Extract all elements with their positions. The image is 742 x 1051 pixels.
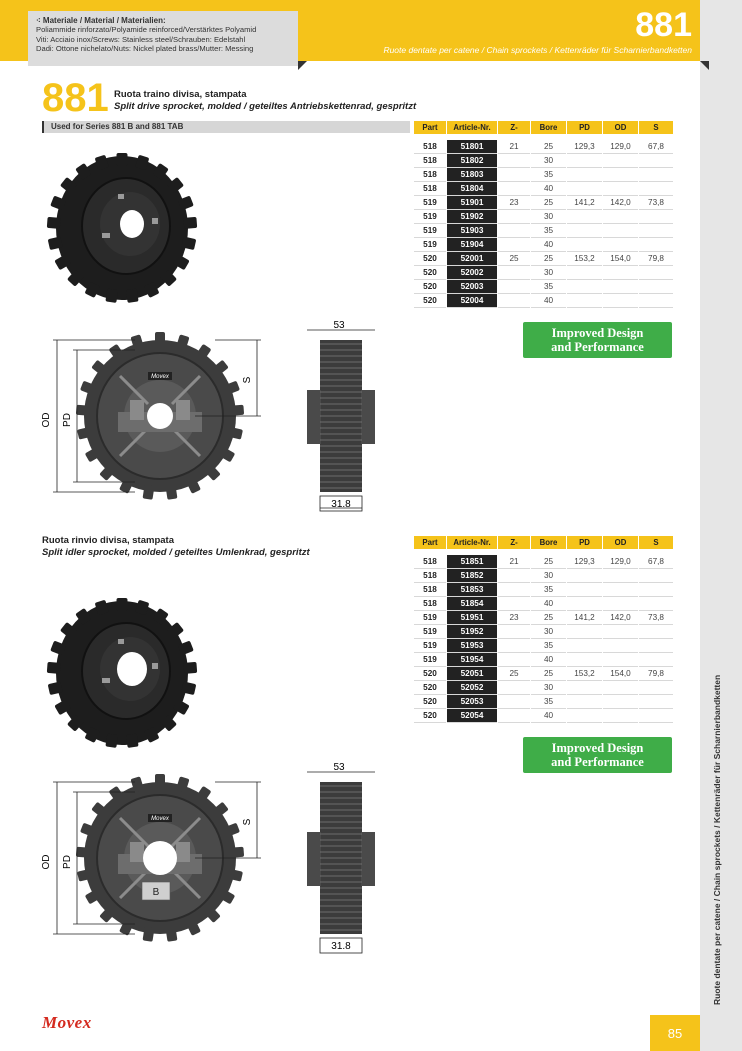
col-header: Z- [498,121,530,134]
table-cell [603,182,638,196]
table-row [414,280,673,294]
table-cell: 51952 [447,625,497,639]
table-cell [498,210,530,224]
table-cell: 23 [498,196,530,210]
table-cell: 51903 [447,224,497,238]
table-cell: 518 [414,182,446,196]
table-cell [567,168,602,182]
table-cell [498,625,530,639]
table-cell: 51851 [447,555,497,569]
table-cell: 52054 [447,709,497,723]
table-cell [498,569,530,583]
table-cell: 25 [531,555,566,569]
dots-icon: ⁖ [36,16,43,25]
table-cell [603,210,638,224]
table-row [414,168,673,182]
header-subtitle: Ruote dentate per catene / Chain sprockets / Kettenräder für Scharnierbandketten [383,45,692,55]
table-row [414,667,673,681]
b-label: B [152,887,160,898]
table-cell: 142,0 [603,611,638,625]
table-cell: 52002 [447,266,497,280]
table-cell: 35 [531,695,566,709]
table-cell [567,210,602,224]
table-cell: 519 [414,611,446,625]
table-cell: 520 [414,695,446,709]
table-cell [639,681,673,695]
table-cell: 25 [531,196,566,210]
table-row [414,611,673,625]
table-cell [567,266,602,280]
hub-logo-text: Movex [151,816,169,822]
table-cell: 520 [414,709,446,723]
table-cell [567,625,602,639]
table-cell [603,639,638,653]
hub-dim: 31.8 [331,499,351,510]
table-cell [603,597,638,611]
section-title-en: Split idler sprocket, molded / geteiltes Umlenkrad, gespritzt [42,547,310,558]
table-cell: 518 [414,569,446,583]
table-cell: 25 [531,252,566,266]
corner-mark [700,61,709,70]
table-cell [567,695,602,709]
table-cell [498,583,530,597]
table-cell [567,182,602,196]
spec-table-idler [413,536,674,723]
improved-design-badge: Improved Design and Performance [523,737,672,773]
bar-marker [42,121,44,133]
table-cell: 30 [531,266,566,280]
table-cell [603,154,638,168]
table-cell: 79,8 [639,252,673,266]
materials-line: Viti: Acciaio inox/Screws: Stainless steel/Schrauben: Edelstahl [36,34,246,44]
table-cell [567,154,602,168]
table-cell [639,695,673,709]
table-cell [639,168,673,182]
table-cell: 141,2 [567,611,602,625]
table-cell [498,224,530,238]
materials-title: ⁖ Materiale / Material / Materialien: [36,16,166,25]
table-cell [498,653,530,667]
table-cell: 520 [414,266,446,280]
table-cell: 40 [531,182,566,196]
table-cell [603,653,638,667]
table-cell: 51854 [447,597,497,611]
page-number: 85 [650,1015,700,1051]
table-cell: 51803 [447,168,497,182]
od-label: OD [41,412,52,428]
idler-sprocket-drawing [35,762,415,962]
side-view [307,320,375,511]
table-cell: 67,8 [639,140,673,154]
table-cell [567,639,602,653]
table-row [414,210,673,224]
table-cell [567,280,602,294]
table-cell [639,597,673,611]
table-cell: 35 [531,583,566,597]
table-cell: 520 [414,280,446,294]
table-cell: 153,2 [567,667,602,681]
table-cell [498,182,530,196]
table-cell: 25 [498,252,530,266]
table-cell: 129,3 [567,555,602,569]
corner-mark [298,61,307,70]
col-header: Part [414,121,446,134]
col-header: PD [567,536,602,549]
table-cell: 40 [531,653,566,667]
table-cell: 518 [414,168,446,182]
table-cell: 519 [414,196,446,210]
table-cell: 35 [531,168,566,182]
table-cell [567,681,602,695]
table-row [414,695,673,709]
table-cell: 142,0 [603,196,638,210]
table-cell: 40 [531,238,566,252]
table-cell [567,569,602,583]
hub-dim: 31.8 [331,941,351,952]
table-cell: 51801 [447,140,497,154]
table-cell: 52001 [447,252,497,266]
table-cell: 519 [414,238,446,252]
s-label: S [242,376,253,384]
table-cell [567,583,602,597]
table-cell: 520 [414,667,446,681]
col-header: Article-Nr. [447,121,497,134]
table-cell: 23 [498,611,530,625]
table-cell [498,266,530,280]
table-row [414,569,673,583]
table-cell [603,294,638,308]
table-cell [603,224,638,238]
col-header: Part [414,536,446,549]
table-cell: 153,2 [567,252,602,266]
pd-label: PD [62,413,73,427]
drive-sprocket-photo [40,140,200,310]
col-header: PD [567,121,602,134]
table-cell: 40 [531,597,566,611]
table-cell [639,625,673,639]
table-cell [603,266,638,280]
table-cell: 51954 [447,653,497,667]
table-cell [639,280,673,294]
table-cell: 519 [414,210,446,224]
table-cell [639,709,673,723]
width-dim: 53 [333,320,345,331]
table-cell: 30 [531,210,566,224]
table-cell: 518 [414,597,446,611]
table-cell [603,569,638,583]
table-header-row [414,121,673,134]
table-cell [567,709,602,723]
s-label: S [242,818,253,826]
table-cell: 519 [414,625,446,639]
table-cell: 40 [531,709,566,723]
table-cell [639,583,673,597]
table-header-row [414,536,673,549]
table-cell: 25 [498,667,530,681]
table-cell [603,695,638,709]
table-cell: 519 [414,653,446,667]
table-cell [498,709,530,723]
table-cell [498,154,530,168]
table-cell: 154,0 [603,667,638,681]
table-cell [639,294,673,308]
table-cell: 52051 [447,667,497,681]
table-cell [639,266,673,280]
width-dim: 53 [333,762,345,773]
table-cell: 129,0 [603,140,638,154]
table-cell: 73,8 [639,196,673,210]
col-header: Bore [531,121,566,134]
table-cell [639,653,673,667]
table-cell: 73,8 [639,611,673,625]
table-cell: 518 [414,140,446,154]
table-cell [498,695,530,709]
col-header: Bore [531,536,566,549]
table-cell: 518 [414,154,446,168]
table-row [414,583,673,597]
table-cell: 51951 [447,611,497,625]
table-row [414,238,673,252]
table-cell: 35 [531,639,566,653]
od-label: OD [41,854,52,870]
movex-logo: Movex [42,1013,92,1032]
table-cell: 52053 [447,695,497,709]
col-header: OD [603,536,638,549]
table-row [414,196,673,210]
table-cell: 518 [414,583,446,597]
materials-box [28,11,298,66]
table-cell: 154,0 [603,252,638,266]
table-row [414,224,673,238]
materials-line: Poliammide rinforzato/Polyamide reinforced/Verstärktes Polyamid [36,25,257,35]
table-cell: 79,8 [639,667,673,681]
table-cell [498,639,530,653]
table-cell [567,597,602,611]
table-cell: 51804 [447,182,497,196]
table-cell: 25 [531,140,566,154]
table-row [414,625,673,639]
table-cell [498,597,530,611]
table-cell [603,681,638,695]
table-cell [603,709,638,723]
table-cell: 51953 [447,639,497,653]
pd-label: PD [62,855,73,869]
table-cell: 129,3 [567,140,602,154]
table-cell [603,168,638,182]
table-row [414,294,673,308]
table-cell [498,294,530,308]
table-cell [639,154,673,168]
table-cell: 519 [414,224,446,238]
table-cell: 21 [498,555,530,569]
idler-sprocket-photo [40,585,200,755]
table-row [414,140,673,154]
table-cell [639,182,673,196]
table-cell: 51904 [447,238,497,252]
table-cell: 67,8 [639,555,673,569]
side-label: Ruote dentate per catene / Chain sprockets / Kettenräder für Scharnierbandketten [712,674,722,1005]
table-row [414,681,673,695]
table-cell [639,639,673,653]
table-cell: 51902 [447,210,497,224]
table-cell: 520 [414,252,446,266]
table-cell: 30 [531,681,566,695]
table-row [414,182,673,196]
table-cell: 51853 [447,583,497,597]
section-number: 881 [42,76,109,120]
table-cell [603,238,638,252]
col-header: S [639,536,673,549]
table-cell [498,681,530,695]
section-title-it: Ruota traino divisa, stampata [114,89,247,100]
table-row [414,653,673,667]
table-row [414,597,673,611]
table-cell: 35 [531,224,566,238]
table-cell: 40 [531,294,566,308]
col-header: Article-Nr. [447,536,497,549]
spec-table-drive [413,121,674,308]
table-cell: 518 [414,555,446,569]
col-header: S [639,121,673,134]
improved-design-badge: Improved Design and Performance [523,322,672,358]
table-cell [498,280,530,294]
hub-logo-text: Movex [151,374,169,380]
table-row [414,709,673,723]
series-number: 881 [635,6,692,44]
table-cell [498,238,530,252]
table-row [414,555,673,569]
section-title-en: Split drive sprocket, molded / geteiltes Antriebskettenrad, gespritzt [114,101,417,112]
table-row [414,639,673,653]
table-cell [567,224,602,238]
table-cell: 21 [498,140,530,154]
table-cell: 519 [414,639,446,653]
table-cell: 25 [531,611,566,625]
table-cell [639,238,673,252]
table-cell [498,168,530,182]
table-cell: 520 [414,681,446,695]
materials-line: Dadi: Ottone nichelato/Nuts: Nickel plated brass/Mutter: Messing [36,44,254,54]
table-cell [603,625,638,639]
table-cell: 51901 [447,196,497,210]
table-cell: 52004 [447,294,497,308]
table-row [414,154,673,168]
section-title-it: Ruota rinvio divisa, stampata [42,535,174,546]
table-cell: 141,2 [567,196,602,210]
table-row [414,266,673,280]
table-cell [603,280,638,294]
table-cell: 30 [531,625,566,639]
table-cell [567,294,602,308]
side-view [307,762,375,953]
table-cell: 35 [531,280,566,294]
table-cell: 51852 [447,569,497,583]
table-cell: 52003 [447,280,497,294]
used-for-bar: Used for Series 881 B and 881 TAB [42,121,410,133]
table-cell: 30 [531,569,566,583]
table-cell [603,583,638,597]
drive-sprocket-drawing [35,320,415,520]
table-cell [639,224,673,238]
table-row [414,252,673,266]
table-cell: 52052 [447,681,497,695]
table-cell: 30 [531,154,566,168]
col-header: OD [603,121,638,134]
table-cell: 51802 [447,154,497,168]
col-header: Z- [498,536,530,549]
table-cell [567,238,602,252]
table-cell [567,653,602,667]
table-cell [639,210,673,224]
table-cell: 520 [414,294,446,308]
table-cell: 129,0 [603,555,638,569]
table-cell [639,569,673,583]
table-cell: 25 [531,667,566,681]
